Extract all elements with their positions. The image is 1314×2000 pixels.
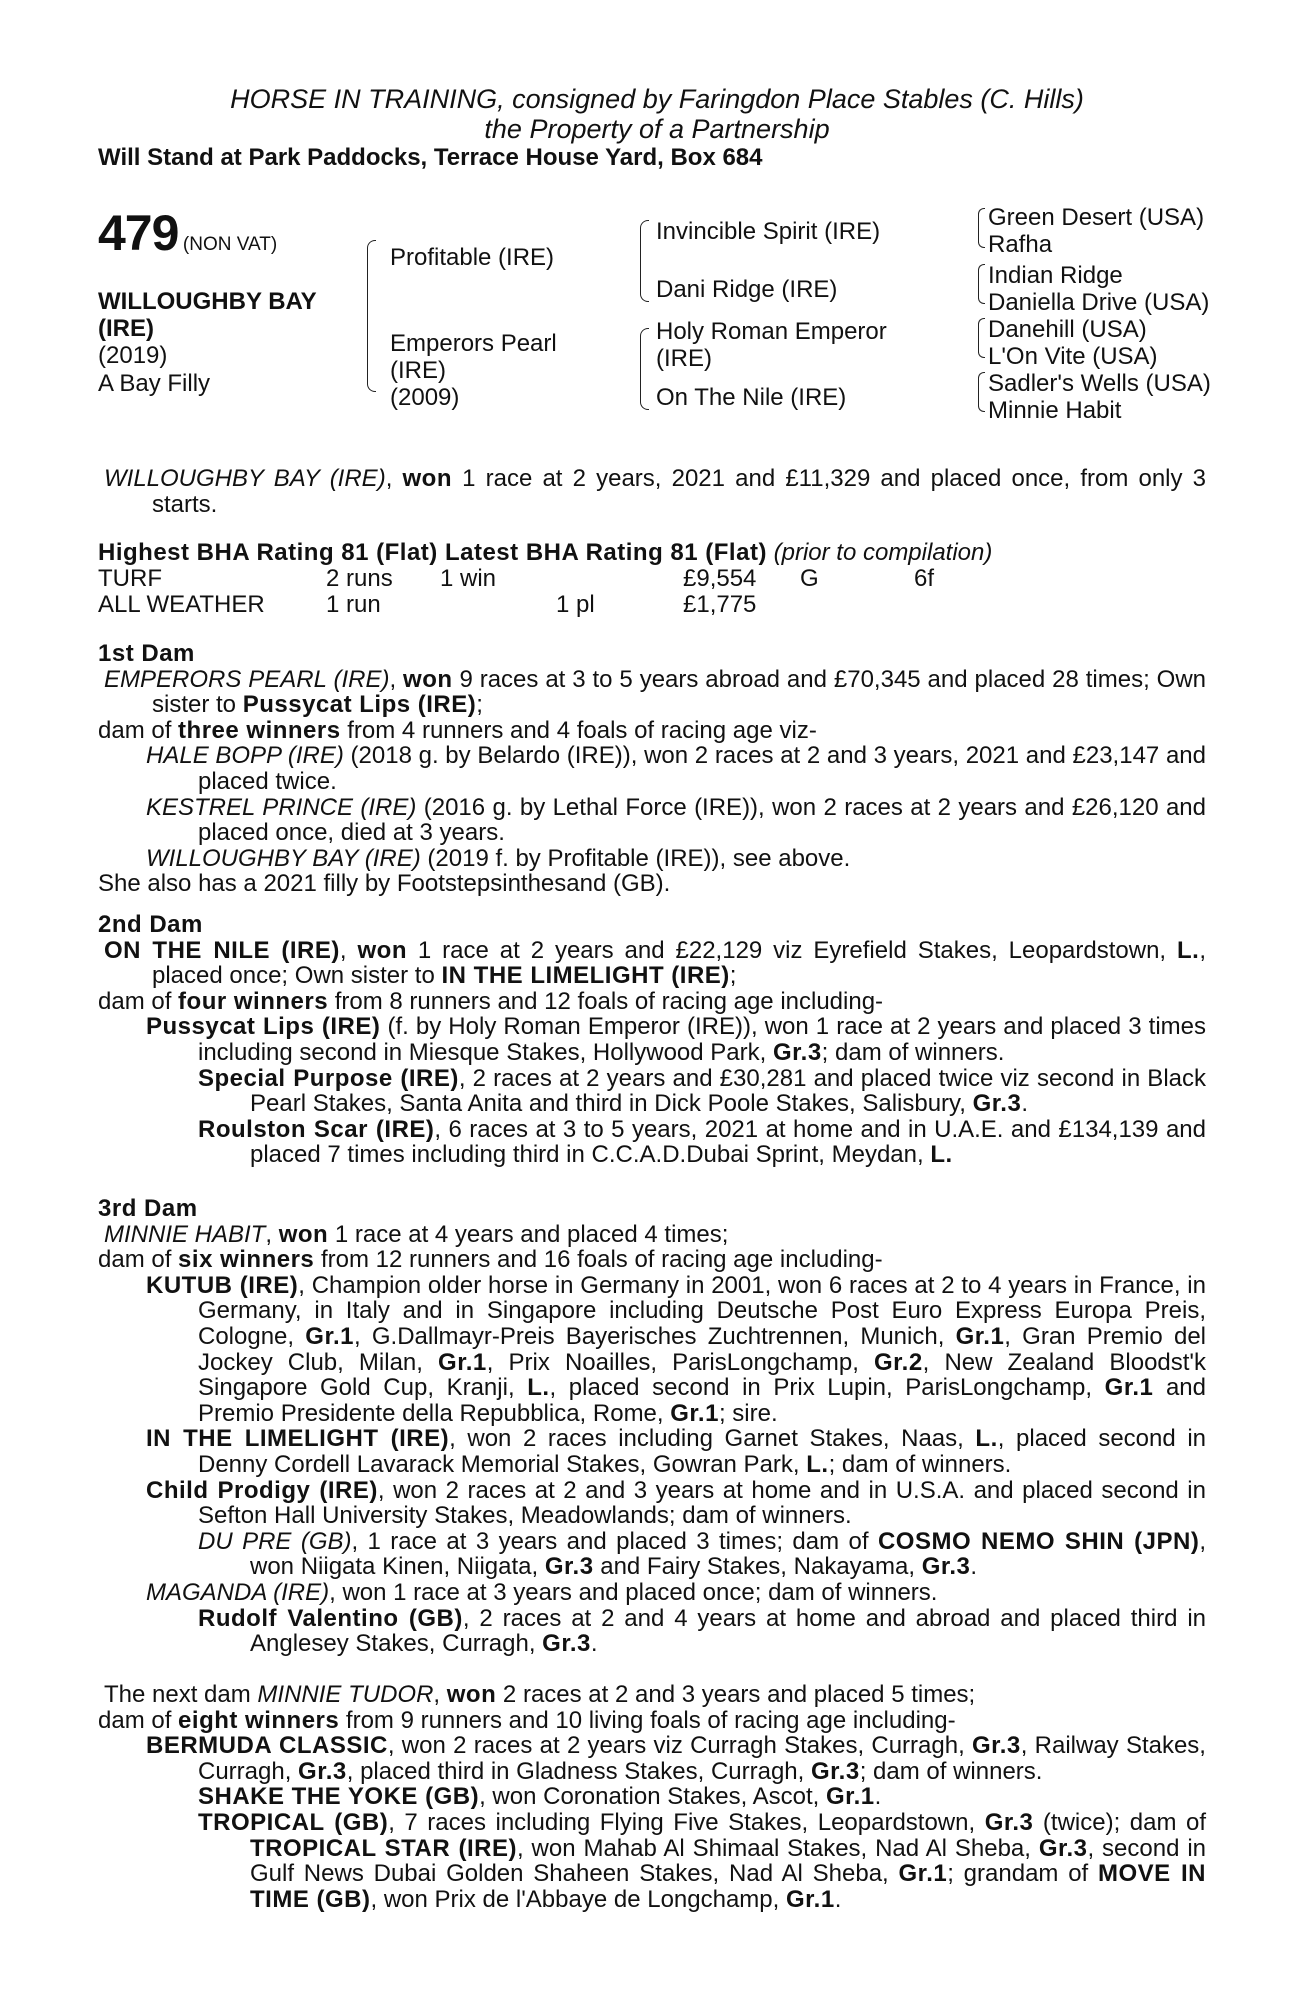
produce-name: TROPICAL STAR (IRE): [250, 1834, 518, 1862]
produce-name: Special Purpose (IRE): [198, 1064, 459, 1092]
property-line: the Property of a Partnership: [484, 114, 830, 144]
text-run: , won 1 race at 3 years and placed once; dam of winners.: [329, 1578, 938, 1606]
second-dam-section: [98, 912, 1206, 1168]
winners-count: six winners: [178, 1246, 315, 1274]
text-run: , placed third in Gladness Stakes, Curragh,: [346, 1757, 811, 1785]
section-title: 2nd Dam: [98, 911, 203, 938]
text-run: 1 race at 2 years and £22,129 viz Eyrefield Stakes, Leopardstown,: [407, 936, 1178, 964]
grade: Gr.1: [305, 1322, 354, 1350]
text-run: ; dam of winners.: [828, 1450, 1012, 1478]
gen3-5: Danehill (USA): [988, 316, 1147, 343]
stat-going: G: [800, 565, 819, 592]
lot-block: [98, 204, 277, 262]
dam-sire-line1: Holy Roman Emperor: [656, 318, 887, 345]
grade: Gr.3: [972, 1090, 1022, 1118]
text-run: , Prix Noailles, ParisLongchamp,: [486, 1348, 874, 1376]
produce-name: Pussycat Lips (IRE): [146, 1013, 381, 1041]
grade: L.: [806, 1450, 829, 1478]
text-run: dam of: [98, 1246, 179, 1274]
summary-name: WILLOUGHBY BAY (IRE): [104, 465, 386, 492]
winners-count: three winners: [178, 716, 341, 744]
winners-count: four winners: [178, 987, 329, 1015]
produce-name: KESTREL PRINCE (IRE): [146, 793, 417, 821]
next-dam-section: [98, 1682, 1206, 1912]
text-run: She also has a 2021 filly by Footstepsinthesand (GB).: [98, 870, 671, 898]
summary-won: won: [402, 465, 452, 492]
won-word: won: [403, 665, 453, 693]
text-run: , G.Dallmayr-Preis Bayerisches Zuchtrennen, Munich,: [354, 1322, 956, 1350]
grade: L.: [527, 1374, 550, 1402]
text-run: , placed second in Denny Cordell Lavarack Memorial Stakes, Gowran Park,: [198, 1425, 1206, 1478]
dam-name: EMPERORS PEARL (IRE): [104, 665, 390, 693]
text-run: , won 2 races at 2 and 3 years at home and in U.S.A. and placed second in Sefton Hall University Stakes, Meadowlands; dam of winners.: [198, 1476, 1206, 1530]
dam-line1: Emperors Pearl: [390, 330, 557, 357]
text-run: , won Coronation Stakes, Ascot,: [479, 1783, 826, 1811]
gen3-1: Green Desert (USA): [988, 204, 1205, 231]
stat-runs: 2 runs: [326, 565, 393, 592]
rating-note: (prior to compilation): [773, 539, 993, 566]
text-run: .: [590, 1630, 598, 1658]
text-run: dam of: [98, 987, 179, 1015]
summary-rest: 1 race at 2 years, 2021 and £11,329 and placed once, from only 3 starts.: [152, 465, 1206, 518]
stat-money: £9,554: [683, 565, 757, 592]
stand-line: Will Stand at Park Paddocks, Terrace House Yard, Box 684: [98, 144, 763, 171]
text-run: , won Niigata Kinen, Niigata,: [250, 1527, 1207, 1581]
grade: Gr.3: [1038, 1834, 1088, 1862]
grade: L.: [975, 1425, 998, 1453]
text-run: 1 race at 4 years and placed 4 times;: [328, 1220, 729, 1248]
grade: Gr.1: [438, 1348, 487, 1376]
produce-name: TROPICAL (GB): [198, 1808, 389, 1836]
text-run: ; sire.: [718, 1399, 778, 1427]
winners-count: eight winners: [178, 1706, 340, 1734]
grade: Gr.1: [825, 1783, 875, 1811]
pedigree-brace: [367, 240, 376, 392]
text-run: The next dam: [104, 1681, 258, 1708]
grade: Gr.1: [898, 1860, 948, 1888]
vat-status: (NON VAT): [182, 234, 278, 255]
text-run: , 7 races including Flying Five Stakes, Leopardstown,: [388, 1808, 985, 1836]
text-run: .: [834, 1885, 842, 1913]
lot-number: 479: [98, 205, 179, 261]
text-run: , 6 races at 3 to 5 years, 2021 at home and in U.A.E. and £134,139 and placed 7 times including third in C.C.A.D.Dubai Sprint, Meydan,: [250, 1115, 1206, 1169]
text-run: 2 races at 2 and 3 years and placed 5 times;: [496, 1681, 976, 1708]
grade: Gr.1: [955, 1322, 1005, 1350]
horse-description: A Bay Filly: [98, 370, 211, 397]
produce-name: MOVE IN TIME (GB): [250, 1860, 1206, 1913]
third-dam-section: [98, 1196, 1206, 1657]
grade: Gr.3: [921, 1553, 971, 1581]
gen3-4: Daniella Drive (USA): [988, 289, 1210, 316]
section-title: 1st Dam: [98, 640, 195, 667]
grade: Gr.3: [298, 1757, 347, 1785]
produce-name: IN THE LIMELIGHT (IRE): [146, 1425, 450, 1453]
produce-name: Child Prodigy (IRE): [146, 1476, 378, 1504]
dam-line2: (IRE): [390, 357, 446, 384]
horse-name: WILLOUGHBY BAY: [98, 288, 317, 315]
consignor-line: HORSE IN TRAINING, consigned by Faringdon Place Stables (C. Hills): [230, 84, 1084, 114]
grade: Gr.2: [873, 1348, 923, 1376]
grade: Gr.3: [972, 1732, 1021, 1760]
text-run: .: [1021, 1090, 1028, 1118]
sire-dam: Dani Ridge (IRE): [656, 276, 838, 303]
text-run: ; dam of winners.: [859, 1757, 1043, 1785]
produce-name: HALE BOPP (IRE): [146, 742, 344, 770]
text-run: , won 2 races including Garnet Stakes, Naas,: [449, 1425, 976, 1453]
pedigree-brace: [978, 318, 985, 358]
text-run: ;: [476, 691, 483, 719]
text-run: from 4 runners and 4 foals of racing age viz-: [340, 716, 817, 744]
section-title: 3rd Dam: [98, 1195, 198, 1222]
grade: Gr.1: [670, 1399, 719, 1427]
stat-dist: 6f: [914, 565, 935, 592]
race-summary: WILLOUGHBY BAY (IRE), won 1 race at 2 years, 2021 and £11,329 and placed once, from only 3 starts.: [104, 465, 1206, 518]
pedigree-brace: [640, 220, 649, 302]
text-run: (f. by Holy Roman Emperor (IRE)), won 1 race at 2 years and placed 3 times including second in Miesque Stakes, Hollywood Park,: [198, 1013, 1206, 1066]
dam-dam: On The Nile (IRE): [656, 384, 847, 411]
text-run: , 2 races at 2 and 4 years at home and abroad and placed third in Anglesey Stakes, Curragh,: [250, 1604, 1207, 1658]
text-run: ; dam of winners.: [821, 1038, 1005, 1066]
produce-name: BERMUDA CLASSIC: [146, 1732, 388, 1760]
text-run: .: [970, 1553, 978, 1581]
text-run: ; grandam of: [947, 1860, 1099, 1888]
text-run: ,: [339, 936, 358, 964]
text-run: from 8 runners and 12 foals of racing age including-: [328, 987, 884, 1015]
pedigree-brace: [640, 328, 649, 410]
produce-name: WILLOUGHBY BAY (IRE): [146, 844, 421, 872]
ratings-line: [98, 539, 992, 567]
text-run: , Railway Stakes, Curragh,: [198, 1732, 1206, 1785]
grade: L.: [1177, 936, 1200, 964]
text-run: , won Mahab Al Shimaal Stakes, Nad Al Sheba,: [517, 1834, 1039, 1862]
grade: Gr.3: [542, 1630, 591, 1658]
text-run: , 2 races at 2 years and £30,281 and placed twice viz second in Black Pearl Stakes, Santa Anita and third in Dick Poole Stakes, Salisbury,: [250, 1064, 1206, 1118]
text-run: , second in Gulf News Dubai Golden Shaheen Stakes, Nad Al Sheba,: [250, 1834, 1206, 1888]
dam-name: MINNIE TUDOR: [257, 1681, 434, 1708]
sire-sire: Invincible Spirit (IRE): [656, 218, 881, 245]
pedigree-brace: [978, 264, 985, 304]
text-run: (2016 g. by Lethal Force (IRE)), won 2 races at 2 years and £26,120 and placed once, died at 3 years.: [198, 793, 1207, 847]
dam-line3: (2009): [390, 384, 460, 411]
produce-name: Rudolf Valentino (GB): [198, 1604, 463, 1632]
produce-name: Roulston Scar (IRE): [198, 1115, 435, 1143]
gen3-2: Rafha: [988, 231, 1053, 258]
text-run: 9 races at 3 to 5 years abroad and £70,345 and placed 28 times; Own sister to: [152, 665, 1207, 719]
produce-name: COSMO NEMO SHIN (JPN): [877, 1527, 1200, 1555]
sister-name: IN THE LIMELIGHT (IRE): [441, 962, 730, 990]
produce-name: SHAKE THE YOKE (GB): [198, 1783, 480, 1811]
gen3-8: Minnie Habit: [988, 397, 1122, 424]
text-run: ,: [265, 1220, 279, 1248]
text-run: and Premio Presidente della Repubblica, Rome,: [198, 1374, 1206, 1427]
sire: Profitable (IRE): [390, 244, 555, 271]
text-run: dam of: [98, 1706, 179, 1734]
won-word: won: [278, 1220, 329, 1248]
gen3-3: Indian Ridge: [988, 262, 1123, 289]
text-run: , Gran Premio del Jockey Club, Milan,: [198, 1322, 1207, 1376]
grade: Gr.3: [544, 1553, 594, 1581]
sister-name: Pussycat Lips (IRE): [242, 691, 477, 719]
foaling-year: (2019): [98, 342, 168, 369]
text-run: , won Prix de l'Abbaye de Longchamp,: [370, 1885, 786, 1913]
stat-runs: 1 run: [326, 591, 381, 618]
produce-name: KUTUB (IRE): [146, 1271, 299, 1299]
text-run: from 9 runners and 10 living foals of racing age including-: [339, 1706, 956, 1734]
gen3-7: Sadler's Wells (USA): [988, 370, 1211, 397]
stat-wins: 1 win: [440, 565, 497, 592]
text-run: dam of: [98, 716, 179, 744]
stat-placed: 1 pl: [556, 591, 595, 618]
text-run: , won 2 races at 2 years viz Curragh Stakes, Curragh,: [387, 1732, 973, 1760]
text-run: , placed second in Prix Lupin, ParisLongchamp,: [549, 1374, 1105, 1402]
horse-suffix: (IRE): [98, 315, 154, 342]
produce-name: MAGANDA (IRE): [146, 1578, 330, 1606]
grade: Gr.1: [785, 1885, 835, 1913]
text-run: , Champion older horse in Germany in 2001, won 6 races at 2 to 4 years in France, in Germany, in Italy and in Singapore including Deutsche Post Euro Express Europa Preis, Cologne,: [198, 1271, 1206, 1350]
text-run: , New Zealand Bloodst'k Singapore Gold Cup, Kranji,: [198, 1348, 1207, 1402]
stat-surface: ALL WEATHER: [98, 591, 265, 618]
text-run: , 1 race at 3 years and placed 3 times; dam of: [351, 1527, 878, 1555]
grade: Gr.3: [772, 1038, 822, 1066]
stat-surface: TURF: [98, 565, 162, 592]
grade: Gr.3: [811, 1757, 860, 1785]
text-run: ,: [433, 1681, 447, 1708]
won-word: won: [446, 1681, 497, 1708]
pedigree-brace: [978, 372, 985, 412]
text-run: (2018 g. by Belardo (IRE)), won 2 races at 2 and 3 years, 2021 and £23,147 and placed twice.: [198, 742, 1206, 795]
first-dam-section: 1st Dam EMPERORS PEARL (IRE), won 9 races at 3 to 5 years abroad and £70,345 and placed 28 times; Own sister to Pussycat Lips (IRE); dam of three winners from 4 runners and 4 foals of racing age viz- HALE BOPP (IRE) (2018 g. by Belardo (IRE)), won 2 races at 2 and 3 years, 2021 and £23,147 and placed twice. KESTREL PRINCE (IRE) (2016 g. by Lethal Force (IRE)), won 2 races at 2 years and £26,120 and placed once, died at 3 years. WILLOUGHBY BAY (IRE) (2019 f. by Profitable (IRE)), see above. She also has a 2021 filly by Footstepsinthesand (GB).: [98, 640, 1207, 898]
grade: Gr.1: [1104, 1374, 1154, 1402]
text-run: (2019 f. by Profitable (IRE)), see above.: [420, 844, 851, 872]
text-run: and Fairy Stakes, Nakayama,: [593, 1553, 922, 1581]
text-run: (twice); dam of: [1033, 1808, 1206, 1836]
stat-money: £1,775: [683, 591, 757, 618]
text-run: ;: [729, 962, 737, 990]
grade: Gr.3: [984, 1808, 1034, 1836]
text-run: , placed once; Own sister to: [152, 936, 1207, 990]
produce-name: DU PRE (GB): [198, 1527, 352, 1555]
dam-name: ON THE NILE (IRE): [104, 936, 340, 964]
grade: L.: [930, 1141, 953, 1169]
pedigree-brace: [978, 208, 985, 248]
dam-sire-line2: (IRE): [656, 345, 712, 372]
won-word: won: [357, 936, 407, 964]
text-run: .: [874, 1783, 882, 1811]
gen3-6: L'On Vite (USA): [988, 343, 1158, 370]
text-run: from 12 runners and 16 foals of racing age including-: [314, 1246, 883, 1274]
rating-bold: Highest BHA Rating 81 (Flat) Latest BHA Rating 81 (Flat): [98, 539, 767, 566]
dam-name: MINNIE HABIT: [104, 1220, 266, 1248]
